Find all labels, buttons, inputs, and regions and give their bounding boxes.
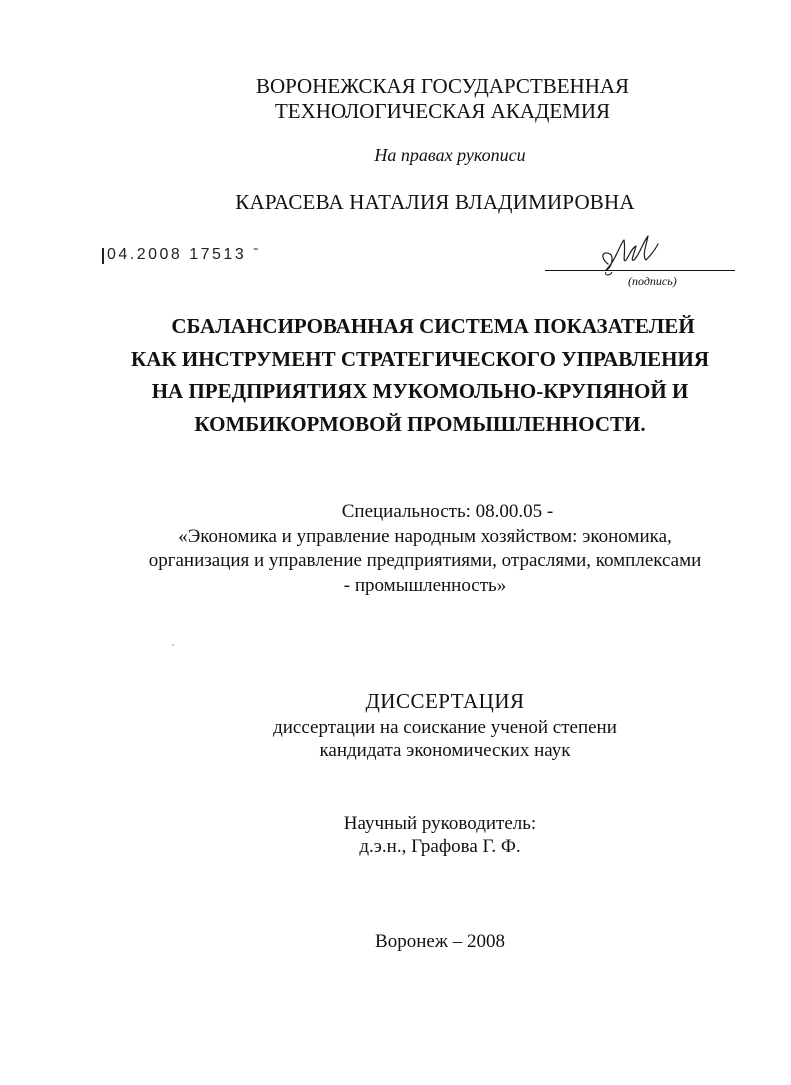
author-name: КАРАСЕВА НАТАЛИЯ ВЛАДИМИРОВНА: [235, 190, 635, 214]
title-line-1: СБАЛАНСИРОВАННАЯ СИСТЕМА ПОКАЗАТЕЛЕЙ: [171, 314, 695, 338]
catalog-code-text: 04.2008 17513: [106, 246, 247, 263]
catalog-code-tick: ˉ: [253, 246, 262, 263]
specialty-block: [100, 500, 750, 598]
dissertation-line-1: диссертации на соискание ученой степени: [273, 716, 617, 738]
institution-name: [200, 74, 685, 124]
specialty-line-3: организация и управление предприятиями, отраслями, комплексами: [148, 550, 702, 571]
title-line-3: НА ПРЕДПРИЯТИЯХ МУКОМОЛЬНО-КРУПЯНОЙ И: [151, 379, 689, 403]
title-line-4: КОМБИКОРМОВОЙ ПРОМЫШЛЕННОСТИ.: [194, 411, 646, 436]
supervisor-block: [280, 812, 600, 858]
dissertation-title: [90, 310, 750, 440]
supervisor-name: д.э.н., Графова Г. Ф.: [359, 836, 521, 857]
specialty-line-4: - промышленность»: [343, 574, 507, 596]
title-line-2: КАК ИНСТРУМЕНТ СТРАТЕГИЧЕСКОГО УПРАВЛЕНИЯ: [131, 346, 709, 371]
institution-line-1: ВОРОНЕЖСКАЯ ГОСУДАРСТВЕННАЯ: [255, 74, 630, 98]
specialty-code: Специальность: 08.00.05 -: [341, 501, 554, 522]
specialty-line-2: «Экономика и управление народным хозяйством: экономика,: [178, 525, 672, 547]
signature-line: [545, 270, 735, 271]
manuscript-rights: На правах рукописи: [374, 145, 526, 165]
supervisor-label: Научный руководитель:: [343, 813, 537, 834]
catalog-code: [100, 246, 261, 264]
city-year: Воронеж – 2008: [375, 931, 505, 952]
dissertation-line-2: кандидата экономических наук: [319, 740, 571, 761]
dissertation-heading: ДИССЕРТАЦИЯ: [365, 689, 525, 713]
stray-mark: ˊ: [171, 644, 175, 655]
institution-line-2: ТЕХНОЛОГИЧЕСКАЯ АКАДЕМИЯ: [274, 99, 611, 123]
dissertation-block: [230, 690, 660, 763]
signature-label: (подпись): [628, 274, 677, 288]
